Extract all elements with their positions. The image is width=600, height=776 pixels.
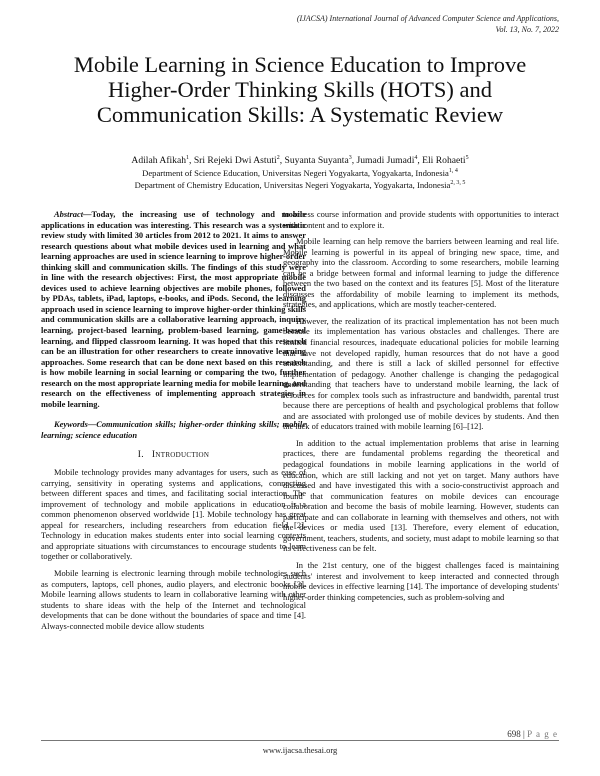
- left-column: [41, 209, 306, 631]
- author-sup: 5: [465, 154, 469, 161]
- paragraph: Mobile learning is electronic learning through mobile technologies such as computers, laptops, cell phones, audio players, and electronic books [3]. Mobile learning allows students to learn in collaborative learning with other students to share ideas with the help of the Internet and technological developments that can be done without the boundaries of space and time [4]. Always-connected mobile device allow students: [41, 567, 306, 631]
- paragraph: Mobile learning can help remove the barriers between learning and real life. Mobile learning is powerful in its appeal of bringing new space, time, and geography into the classroom. According to some researchers, mobile learning can be a bridge between formal and informal learning to judge the difference between the two based on the context and its features [5]. Most of the literature discusses the affordability of mobile learning to implement its methods, strategies, and applications, which are mostly teacher-centered.: [283, 236, 559, 310]
- author-name: Adilah Afikah: [131, 155, 187, 166]
- author-name: Sri Rejeki Dwi Astuti: [193, 155, 277, 166]
- author-name: Eli Rohaeti: [422, 155, 466, 166]
- journal-header-line2: Vol. 13, No. 7, 2022: [495, 25, 559, 34]
- keywords: [41, 419, 306, 440]
- page-word: P a g e: [527, 729, 558, 739]
- keywords-text: Communication skills; higher-order thinking skills; mobile learning; science education: [41, 419, 306, 440]
- author-name: Suyanta Suyanta: [284, 155, 349, 166]
- author-sup: 1: [186, 154, 190, 161]
- affiliation: Department of Chemistry Education, Universitas Negeri Yogyakarta, Yogyakarta, Indonesia$^{2, 3, 5}$: [134, 180, 466, 190]
- paragraph: However, the realization of its practical implementation has not been much because its implementation has various obstacles and challenges. There are limited financial resources, inadequate educational policies for mobile learning that have not developed rapidly, human resources that do not have a good understanding, and there is still a lack of skilled personnel for effective implementation of pedagogy. Another challenge is changing the pedagogical understanding that teachers have to understand mobile learning, the lack of resources for complex tools such as infrastructure and bandwidth, parental trust because there are perceptions of health and psychological problems that follow and are associated with prolonged use of mobile devices by students. And then the lack of educators trained with mobile learning [6]–[12].: [283, 315, 559, 432]
- abstract: [41, 209, 306, 409]
- page-number-value: 698: [507, 729, 521, 739]
- section-number: I.: [137, 450, 144, 461]
- paragraph: Mobile technology provides many advantages for users, such as ease of carrying, sensitivity in operating systems and applications, connecting between different spaces and times, and facilitating social interaction. The improvement of technology and mobile applications in education is a common phenomenon observed worldwide [1]. Mobile technology has great appeal for researchers, including researchers from education field [2]. Technology in education makes students enter into social learning contexts and appropriate situations with circumstances to encourage students to learn together or collaboratively.: [41, 467, 306, 562]
- paragraph: In addition to the actual implementation problems that arise in learning practices, there are fundamental problems regarding the theoretical and pedagogical foundations in mobile learning applications in the world of education, which are still lacking and not yet on target. Many authors have discussed and have investigated this with a socio-constructivist approach and found that communication features on mobile devices can encourage collaboration and become the basis of mobile learning. However, students can participate and can collaborate in learning with themselves and others, not with the devices or media used [13]. Therefore, every element of education, government, teachers, students, and society, must adapt to mobile learning so that its effectiveness can be felt.: [283, 437, 559, 554]
- affiliation: Department of Science Education, Universitas Negeri Yogyakarta, Yogyakarta, Indonesia$^{1, 4}$: [142, 168, 458, 178]
- page-number: 698 | P a g e: [507, 729, 558, 739]
- footer-divider: [41, 740, 559, 741]
- author-sup: 4: [414, 154, 418, 161]
- right-column: [283, 209, 559, 602]
- section-title: Introduction: [151, 450, 210, 461]
- abstract-label: Abstract—: [54, 209, 92, 219]
- paragraph: to access course information and provide students with opportunities to interact with content and to explore it.: [283, 209, 559, 230]
- footer-url: www.ijacsa.thesai.org: [262, 745, 338, 755]
- author-list: Adilah Afikah$^1$, Sri Rejeki Dwi Astuti$^2$, Suyanta Suyanta$^3$, Jumadi Jumadi$^4$, Eli Rohaeti$^5$: [131, 154, 469, 166]
- journal-header-line1: (IJACSA) International Journal of Advanced Computer Science and Applications,: [296, 14, 559, 23]
- section-heading-introduction: [41, 450, 306, 461]
- author-name: Jumadi Jumadi: [356, 155, 415, 166]
- author-sup: 2: [276, 154, 280, 161]
- keywords-label: Keywords—: [54, 419, 97, 430]
- abstract-text: Today, the increasing use of technology and mobile applications in education was interesting. This research was a systematic review study with limited 30 articles from 2012 to 2021. It aims to answer research questions about what mobile devices used in learning and what learning approaches are used in science learning to improve higher-order thinking skill and communication skills. The findings of this study were in line with the research objectives: First, the most appropriate mobile devices used to achieve learning objectives are mobile phones, followed by PDAs, tablets, iPad, laptops, e-books, and iPods. Second, the learning approach used in science learning to improve higher-order thinking skills and communication skills are a collaborative learning approach, inquiry learning, project-based learning, problem-based learning, game-based learning, and flipped classroom learning. It was hoped that this research can be an illustration for other researchers to create innovative learning approaches. Some research that can be done next based on this research is how mobile learning in social learning or comparing the two, further research on the most appropriate learning media for mobile learning, and research on the effectiveness of implementing approach strategies in mobile learning.: [41, 209, 306, 409]
- journal-header: [199, 13, 559, 35]
- author-sup: 3: [348, 154, 352, 161]
- paper-title: Mobile Learning in Science Education to Improve Higher-Order Thinking Skills (HOTS) and Communication Skills: A Systematic Review: [73, 52, 527, 127]
- paragraph: In the 21st century, one of the biggest challenges faced is maintaining students' interest and involvement to keep interacted and connected through mobile devices in effective learning [14]. The importance of developing students' higher-order thinking competencies, such as problem-solving and: [283, 559, 559, 602]
